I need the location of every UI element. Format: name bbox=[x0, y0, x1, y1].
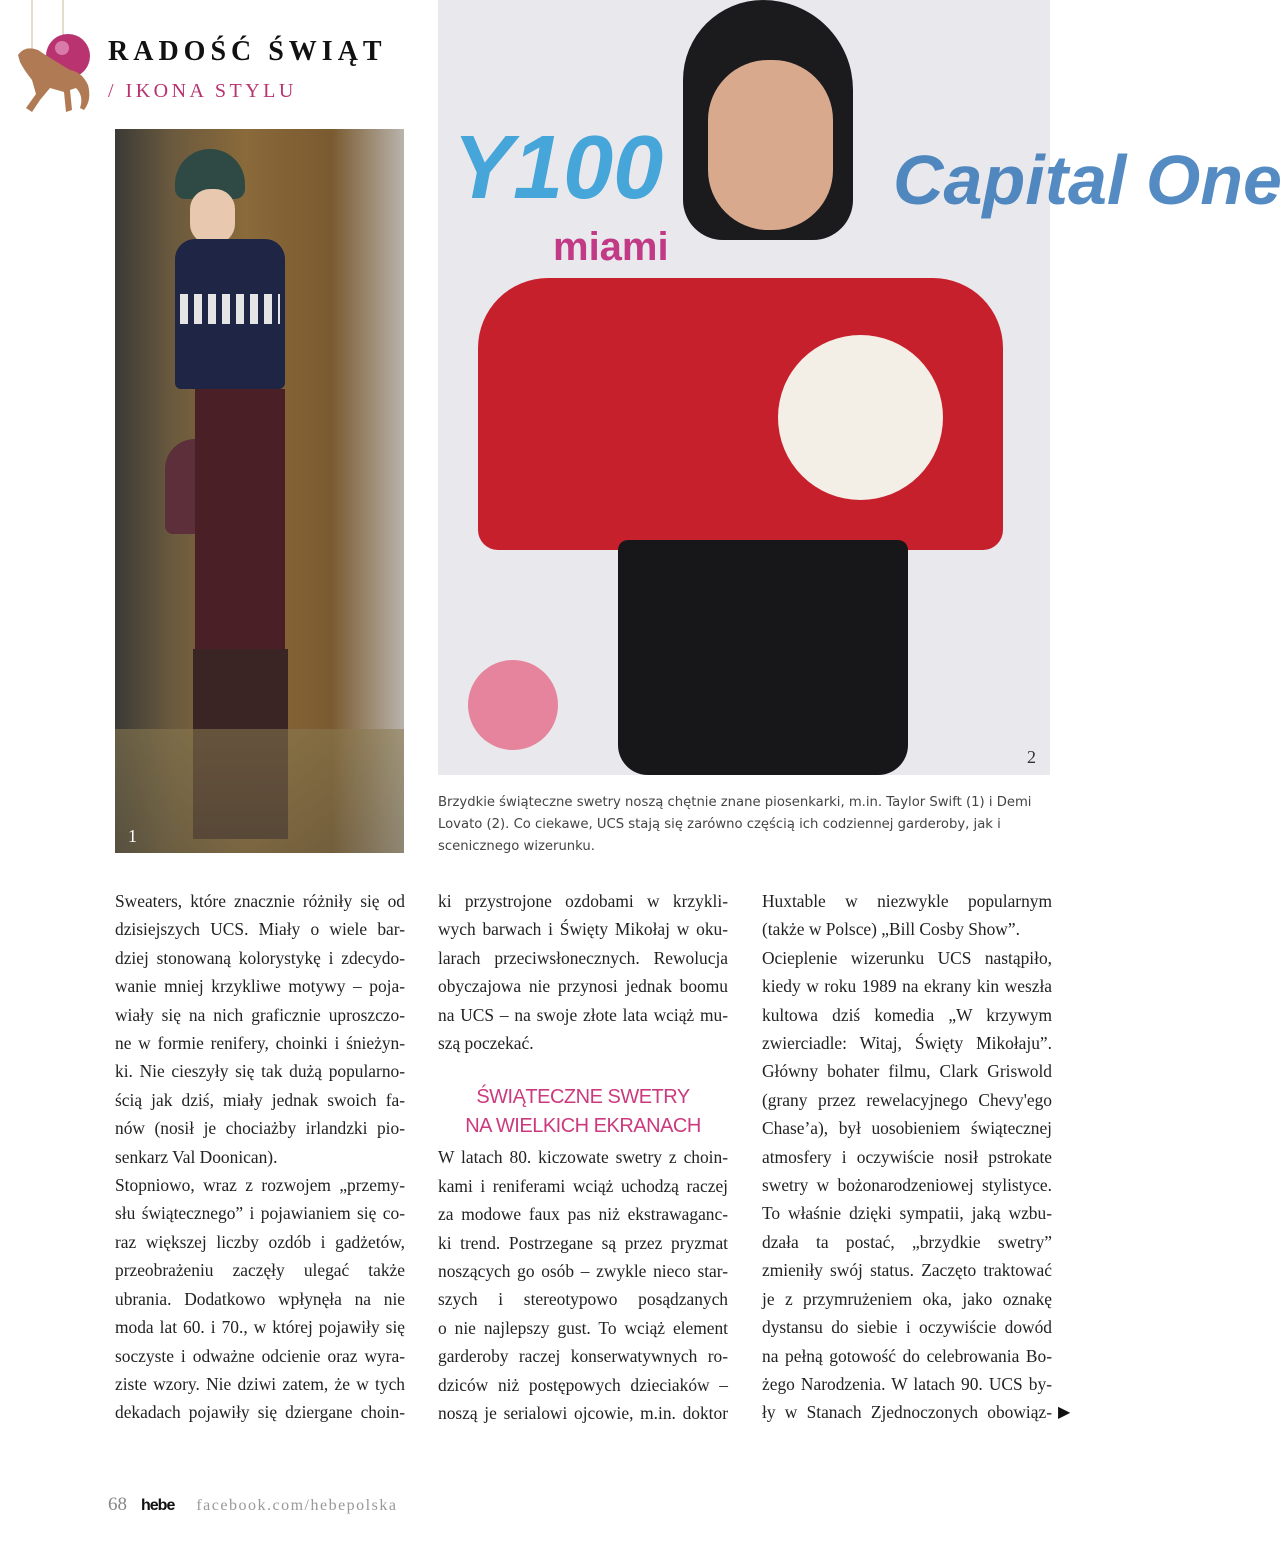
text-line: (grany przez rewelacyjnego Chevy'ego bbox=[762, 1089, 1052, 1110]
text-line: Stopniowo, wraz z rozwojem „przemy- bbox=[115, 1175, 405, 1196]
article-column-2 bbox=[438, 887, 728, 1428]
kickplate-shape bbox=[115, 729, 404, 853]
text-line: raz większej liczby ozdób i gadżetów, bbox=[115, 1231, 405, 1252]
brand-logo: hebe bbox=[141, 1497, 175, 1514]
text-line: obyczajowa nie przynosi jednak boomu bbox=[438, 976, 728, 997]
text-line: dekadach pojawiły się dziergane choin- bbox=[115, 1402, 405, 1423]
text-line: wiały się na nich graficznie uproszczo- bbox=[115, 1004, 405, 1025]
subheading-line: ŚWIĄTECZNE SWETRY bbox=[476, 1086, 690, 1109]
text-line: W latach 80. kiczowate swetry z choin- bbox=[438, 1147, 728, 1168]
text-line: kultowa dziś komedia „W krzywym bbox=[762, 1004, 1052, 1025]
text-line: dziców niż postępowych dzieciaków – bbox=[438, 1374, 728, 1395]
backdrop-logo-miami: miami bbox=[553, 225, 669, 269]
photo-demi-lovato bbox=[438, 0, 1282, 775]
page-footer bbox=[108, 1494, 397, 1516]
section-title: RADOŚĆ ŚWIĄT bbox=[108, 36, 387, 67]
text-line: ubrania. Dodatkowo wpłynęła na nie bbox=[115, 1288, 405, 1309]
text-line: Chase’a), był uosobieniem świątecznej bbox=[762, 1118, 1052, 1139]
article-column-1 bbox=[115, 887, 405, 1427]
text-line: Główny bohater filmu, Clark Griswold bbox=[762, 1061, 1052, 1082]
text-line: przeobrażeniu zaczęły ulegać także bbox=[115, 1260, 405, 1281]
subheading bbox=[438, 1083, 728, 1141]
text-line: szą poczekać. bbox=[438, 1033, 534, 1054]
subheading-line: NA WIELKICH EKRANACH bbox=[465, 1115, 701, 1138]
photo-taylor-swift bbox=[115, 129, 404, 853]
text-line: dziej stonowaną kolorystykę i zdecydo- bbox=[115, 947, 405, 968]
backdrop-logo-y100: Y100 bbox=[453, 118, 664, 218]
trousers-shape bbox=[195, 389, 285, 649]
text-line: Huxtable w niezwykle popularnym bbox=[762, 891, 1052, 911]
text-line: swetry w bożonarodzeniowej stylistyce. bbox=[762, 1175, 1052, 1196]
text-line: słu świątecznego” i pojawianiem się co- bbox=[115, 1203, 405, 1224]
backdrop-logo-capital-one: Capital One bbox=[893, 141, 1282, 219]
text-line: senkarz Val Doonican). bbox=[115, 1146, 278, 1167]
continue-arrow-icon: ▶ bbox=[1058, 1402, 1071, 1421]
text-line: dzała ta postać, „brzydkie swetry” bbox=[762, 1231, 1052, 1252]
text-line: ły w Stanach Zjednoczonych obowiąz- bbox=[762, 1402, 1052, 1423]
face-shape bbox=[190, 189, 235, 244]
text-line: kami i reniferami wciąż uchodzą raczej bbox=[438, 1175, 728, 1196]
text-line: dystansu do siebie i oczywiście dowód bbox=[762, 1317, 1052, 1338]
text-line: atmosfery i oczywiście nosił pstrokate bbox=[762, 1146, 1052, 1167]
text-line: żego Narodzenia. W latach 90. UCS by- bbox=[762, 1373, 1052, 1394]
text-line: za modowe faux pas niż ekstrawaganc- bbox=[438, 1204, 728, 1225]
text-line: Sweaters, które znacznie różniły się od bbox=[115, 891, 405, 911]
text-line: nów (nosił je chociażby irlandzki pio- bbox=[115, 1118, 405, 1139]
text-line: zwierciadle: Witaj, Święty Mikołaju”. bbox=[762, 1033, 1052, 1054]
text-line: ki trend. Postrzegane są przez pryzmat bbox=[438, 1232, 728, 1253]
text-line: o nie najlepszy gust. To wciąż element bbox=[438, 1317, 728, 1338]
black-shorts-shape bbox=[618, 540, 908, 775]
text-line: noszących go osób – zwykle nieco star- bbox=[438, 1261, 728, 1282]
text-line: ne w formie renifery, choinki i śnieżyn- bbox=[115, 1033, 405, 1054]
sweater-pattern bbox=[180, 294, 280, 324]
text-line: larach przeciwsłonecznych. Rewolucja bbox=[438, 947, 728, 968]
text-line: wanie mniej krzykliwe motywy – poja- bbox=[115, 976, 405, 997]
text-line: na UCS – na swoje złote lata wciąż mu- bbox=[438, 1004, 728, 1025]
ornament-horse-bauble-icon bbox=[10, 0, 100, 120]
text-line: Ocieplenie wizerunku UCS nastąpiło, bbox=[762, 947, 1052, 968]
photo-caption: Brzydkie świąteczne swetry noszą chętnie znane piosenkarki, m.in. Taylor Swift (1) i Demi Lovato (2). Co ciekawe, UCS stają się zarówno częścią ich codziennej garderoby, jak i scenicznego wizerunku. bbox=[438, 795, 1032, 854]
photo-number: 1 bbox=[128, 826, 137, 846]
text-line: zmieniły swój status. Zaczęto traktować bbox=[762, 1260, 1052, 1281]
text-line: ścią jak dziś, miały jednak swoich fa- bbox=[115, 1089, 405, 1110]
facebook-link[interactable]: facebook.com/hebepolska bbox=[196, 1497, 398, 1514]
text-line: kiedy w roku 1989 na ekrany kin weszła bbox=[762, 976, 1052, 997]
text-line: soczyste i odważne odcienie oraz wyra- bbox=[115, 1345, 405, 1366]
text-line: ki. Nie cieszyły się tak dużą popularno- bbox=[115, 1061, 405, 1082]
article-column-3 bbox=[762, 887, 1052, 1427]
face-shape bbox=[708, 60, 833, 230]
iheart-logo-shape bbox=[468, 660, 558, 750]
text-line: ki przystrojone ozdobami w krzykli- bbox=[438, 891, 728, 911]
moon-pattern bbox=[778, 335, 943, 500]
text-line: wych barwach i Święty Mikołaj w oku- bbox=[438, 919, 728, 940]
text-line: dzisiejszych UCS. Miały o wiele bar- bbox=[115, 919, 405, 940]
text-line: moda lat 60. i 70., w której pojawiły się bbox=[115, 1317, 405, 1338]
text-line: (także w Polsce) „Bill Cosby Show”. bbox=[762, 919, 1020, 940]
section-subtitle: / IKONA STYLU bbox=[108, 80, 297, 102]
page-number: 68 bbox=[108, 1494, 127, 1515]
text-line: szych i stereotypowo posądzanych bbox=[438, 1289, 728, 1310]
text-line: na pełną gotowość do celebrowania Bo- bbox=[762, 1345, 1052, 1366]
text-line: je z przymrużeniem oka, jako oznakę bbox=[762, 1288, 1052, 1309]
text-line: noszą je serialowi ojcowie, m.in. doktor bbox=[438, 1403, 728, 1424]
photo-number: 2 bbox=[1027, 747, 1036, 767]
text-line: To właśnie dzięki sympatii, jaką wzbu- bbox=[762, 1203, 1052, 1224]
text-line: ziste wzory. Nie dziwi zatem, że w tych bbox=[115, 1373, 405, 1394]
text-line: garderoby raczej konserwatywnych ro- bbox=[438, 1346, 728, 1367]
